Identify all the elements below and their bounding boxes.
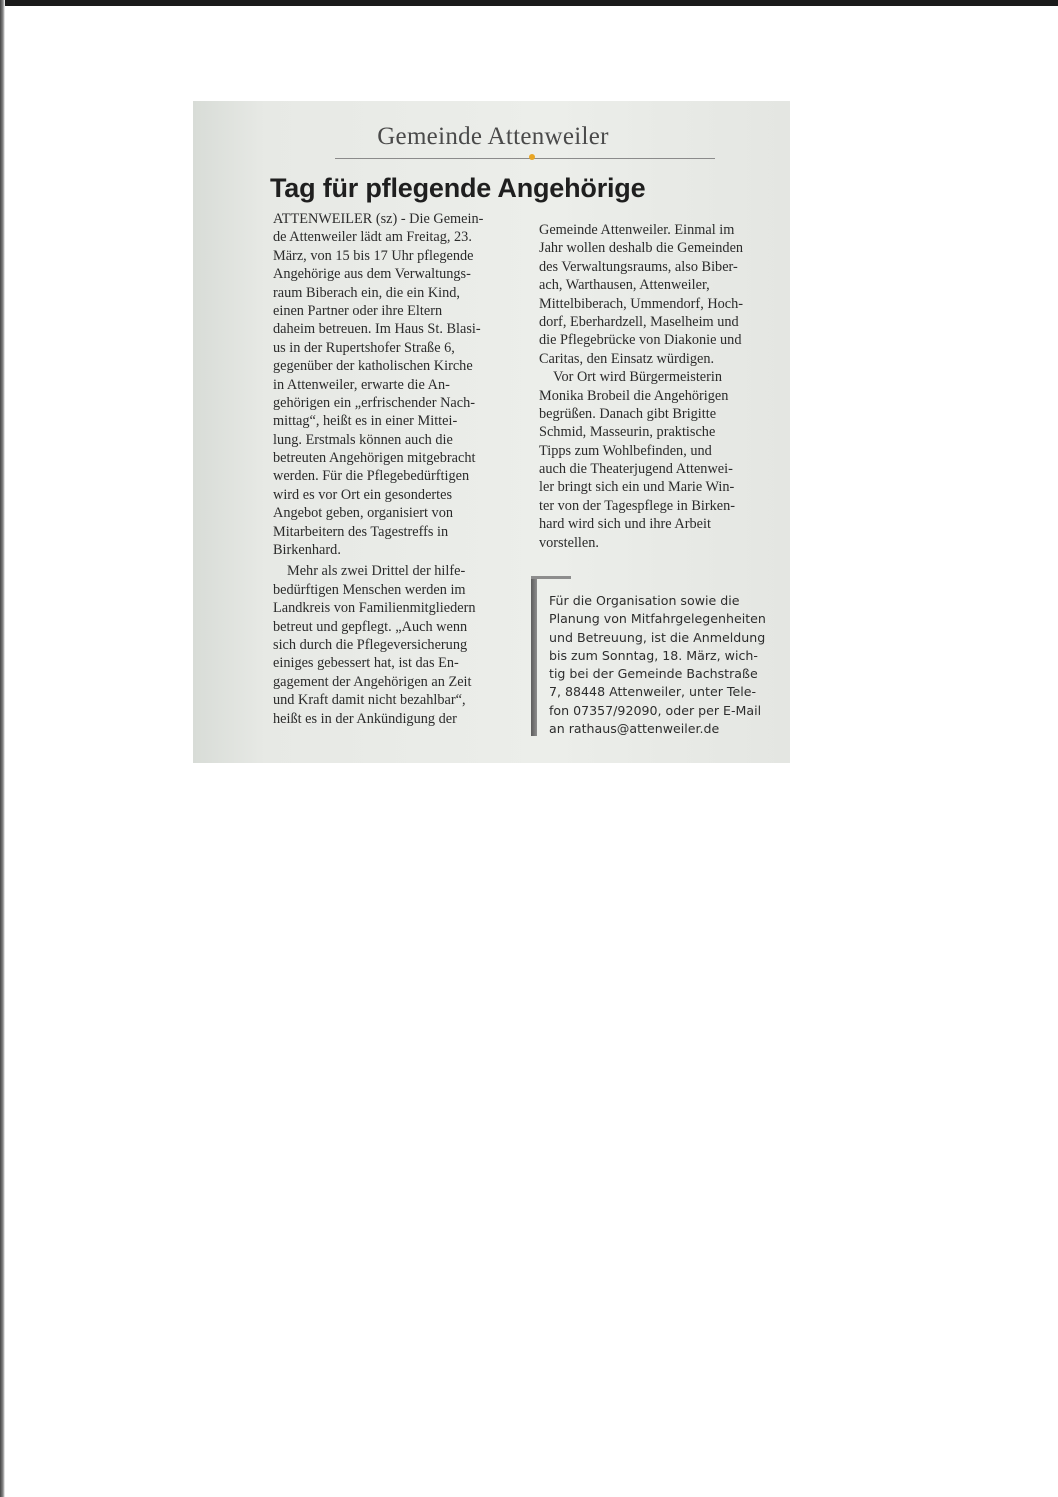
text-line: Mitarbeitern des Tagestreffs in bbox=[273, 523, 449, 540]
infobox-line: fon 07357/92090, oder per E-Mail bbox=[549, 702, 762, 718]
text-line: betreut und gepflegt. „Auch wenn bbox=[273, 618, 468, 635]
text-line: hard wird sich und ihre Arbeit bbox=[539, 516, 711, 533]
text-line: und Kraft damit nicht bezahlbar“, bbox=[273, 692, 466, 709]
text-line: Birkenhard. bbox=[273, 542, 341, 559]
article-headline: Tag für pflegende Angehörige bbox=[270, 173, 646, 203]
scan-edge-left bbox=[0, 0, 5, 1497]
text-line: Schmid, Masseurin, praktische bbox=[539, 424, 716, 441]
section-title: Gemeinde Attenweiler bbox=[377, 123, 609, 150]
text-line: heißt es in der Ankündigung der bbox=[273, 710, 457, 727]
text-line: Angehörige aus dem Verwaltungs- bbox=[273, 266, 471, 283]
newspaper-clipping bbox=[193, 101, 790, 763]
scan-edge-top bbox=[0, 0, 1058, 6]
text-line: auch die Theaterjugend Attenwei- bbox=[539, 461, 733, 478]
text-line: Tipps zum Wohlbefinden, und bbox=[539, 442, 712, 459]
text-line: Jahr wollen deshalb die Gemeinden bbox=[539, 240, 744, 257]
article-column-right bbox=[539, 221, 789, 552]
text-line: ATTENWEILER (sz) - Die Gemein- bbox=[273, 211, 484, 227]
text-line: Vor Ort wird Bürgermeisterin bbox=[553, 369, 723, 386]
text-line: ter von der Tagespflege in Birken- bbox=[539, 497, 736, 514]
text-line: bedürftigen Menschen werden im bbox=[273, 581, 466, 598]
text-line: raum Biberach ein, die ein Kind, bbox=[273, 284, 460, 301]
text-line: dorf, Eberhardzell, Maselheim und bbox=[539, 313, 739, 330]
text-line: lung. Erstmals können auch die bbox=[273, 431, 453, 448]
text-line: gagement der Angehörigen an Zeit bbox=[273, 673, 472, 690]
infobox-top-rule bbox=[531, 576, 571, 579]
text-line: in Attenweiler, erwarte die An- bbox=[273, 376, 450, 393]
infobox-line: 7, 88448 Attenweiler, unter Tele- bbox=[549, 684, 756, 700]
infobox-bar bbox=[531, 576, 537, 736]
infobox-line: und Betreuung, ist die Anmeldung bbox=[549, 629, 766, 645]
infobox-line: Für die Organisation sowie die bbox=[549, 593, 740, 608]
infobox-line: Planung von Mitfahrgelegenheiten bbox=[549, 611, 766, 627]
infobox-line: tig bei der Gemeinde Bachstraße bbox=[549, 666, 758, 682]
text-line: Caritas, den Einsatz würdigen. bbox=[539, 350, 715, 367]
text-line: ach, Warthausen, Attenweiler, bbox=[539, 277, 710, 294]
text-line: daheim betreuen. Im Haus St. Blasi- bbox=[273, 321, 481, 338]
text-line: Mittelbiberach, Ummendorf, Hoch- bbox=[539, 295, 744, 312]
text-line: wird es vor Ort ein gesondertes bbox=[273, 486, 453, 503]
text-line: einen Partner oder ihre Eltern bbox=[273, 302, 443, 319]
text-line: Angebot geben, organisiert von bbox=[273, 505, 453, 522]
text-line: die Pflegebrücke von Diakonie und bbox=[539, 332, 742, 349]
text-line: des Verwaltungsraums, also Biber- bbox=[539, 258, 738, 275]
text-line: Landkreis von Familienmitgliedern bbox=[273, 600, 476, 617]
text-line: sich durch die Pflegeversicherung bbox=[273, 636, 468, 653]
text-line: gehörigen ein „erfrischender Nach- bbox=[273, 394, 476, 411]
text-line: betreuten Angehörigen mitgebracht bbox=[273, 450, 476, 467]
text-line: werden. Für die Pflegebedürftigen bbox=[273, 468, 470, 485]
text-line: Mehr als zwei Drittel der hilfe- bbox=[287, 563, 466, 580]
text-line: Monika Brobeil die Angehörigen bbox=[539, 387, 729, 404]
text-line: gegenüber der katholischen Kirche bbox=[273, 358, 473, 375]
text-line: vorstellen. bbox=[539, 534, 599, 551]
section-accent-dot bbox=[529, 154, 535, 160]
text-line: begrüßen. Danach gibt Brigitte bbox=[539, 405, 717, 422]
section-rule bbox=[335, 158, 715, 159]
infobox-line: bis zum Sonntag, 18. März, wich- bbox=[549, 647, 758, 663]
text-line: März, von 15 bis 17 Uhr pflegende bbox=[273, 247, 474, 264]
text-line: ler bringt sich ein und Marie Win- bbox=[539, 479, 735, 496]
registration-infobox bbox=[549, 592, 789, 738]
text-line: einiges gebessert hat, ist das En- bbox=[273, 655, 459, 672]
text-line: us in der Rupertshofer Straße 6, bbox=[273, 339, 455, 356]
text-line: mittag“, heißt es in einer Mittei- bbox=[273, 413, 458, 430]
text-line: de Attenweiler lädt am Freitag, 23. bbox=[273, 229, 472, 246]
article-column-left bbox=[273, 210, 523, 728]
text-line: Gemeinde Attenweiler. Einmal im bbox=[539, 222, 735, 238]
infobox-line: an rathaus@attenweiler.de bbox=[549, 721, 720, 737]
